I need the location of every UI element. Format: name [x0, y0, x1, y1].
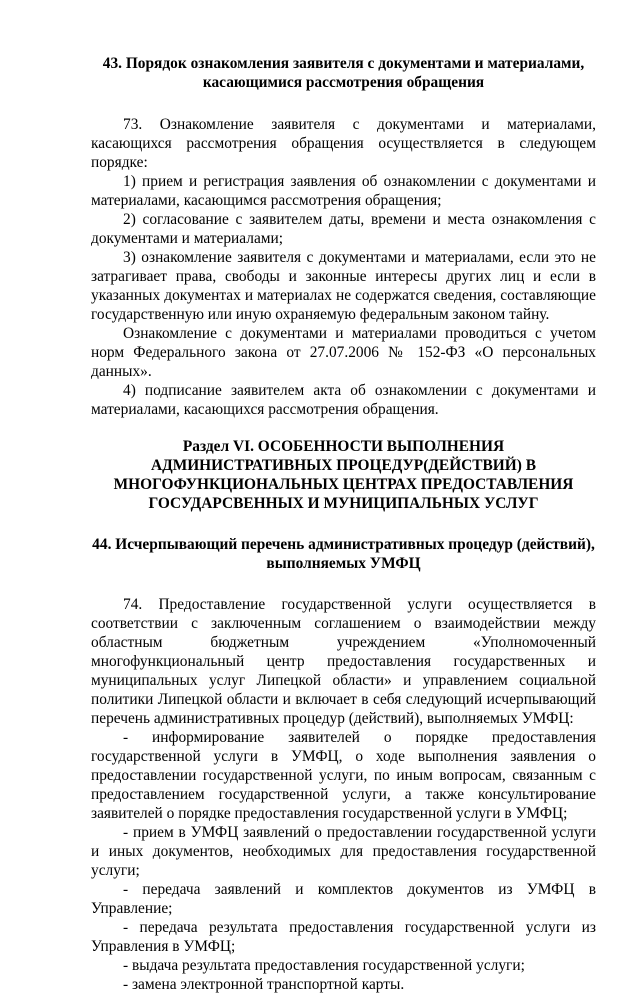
list-item-73-2: 2) согласование с заявителем даты, времени и места ознакомления с документами и материалами;: [91, 211, 596, 247]
list-item-74-6: - замена электронной транспортной карты.: [123, 976, 405, 993]
list-item-74-2: - прием в УМФЦ заявлений о предоставлении государственной услуги и иных документов, необходимых для предоставления государственной услуги;: [91, 824, 596, 879]
section-6-heading-line: ГОСУДАРСВЕННЫХ И МУНИЦИПАЛЬНЫХ УСЛУГ: [148, 495, 539, 512]
document-page: [91, 54, 596, 994]
paragraph-74-intro: 74. Предоставление государственной услуги осуществляется в соответствии с заключенным соглашением о взаимодействии между областным бюджетным учреждением «Уполномоченный многофункциональный центр предоставления государственных и муниципальных услуг Липецкой области» и управлением социальной политики Липецкой области и включает в себя следующий исчерпывающий перечень административных процедур (действий), выполняемых УМФЦ:: [91, 596, 596, 727]
section-6-heading: [91, 437, 596, 513]
list-item-74-3: - передача заявлений и комплектов документов из УМФЦ в Управление;: [91, 881, 596, 917]
list-item-73-3: 3) ознакомление заявителя с документами и материалами, если это не затрагивает права, свободы и законные интересы других лиц и если в указанных документах и материалах не содержатся сведения, составляющие государственную или иную охраняемую федеральным законом тайну.: [91, 249, 596, 323]
section-6-heading-line: Раздел VI. ОСОБЕННОСТИ ВЫПОЛНЕНИЯ: [182, 438, 505, 455]
list-item-74-5: - выдача результата предоставления государственной услуги;: [123, 957, 525, 974]
list-item-74-4: - передача результата предоставления государственной услуги из Управления в УМФЦ;: [91, 919, 596, 955]
section-43-heading: 43. Порядок ознакомления заявителя с документами и материалами, касающимися рассмотрения обращения: [102, 55, 585, 91]
paragraph-73-note: Ознакомление с документами и материалами проводиться с учетом норм Федерального закона от 27.07.2006 № 152-ФЗ «О персональных данных».: [91, 325, 596, 380]
section-6-heading-line: МНОГОФУНКЦИОНАЛЬНЫХ ЦЕНТРАХ ПРЕДОСТАВЛЕНИЯ: [113, 476, 574, 493]
list-item-73-1: 1) прием и регистрация заявления об ознакомлении с документами и материалами, касающимся рассмотрения обращения;: [91, 173, 596, 209]
list-item-74-1: - информирование заявителей о порядке предоставления государственной услуги в УМФЦ, о ходе выполнения заявления о предоставлении государственной услуги, по иным вопросам, связанным с предоставлением государственной услуги, а также консультирование заявителей о порядке предоставления государственной услуги в УМФЦ;: [91, 729, 596, 822]
section-44-heading: 44. Исчерпывающий перечень административных процедур (действий), выполняемых УМФЦ: [92, 536, 595, 572]
list-item-73-4: 4) подписание заявителем акта об ознакомлении с документами и материалами, касающихся рассмотрения обращения.: [91, 382, 596, 418]
section-6-heading-line: АДМИНИСТРАТИВНЫХ ПРОЦЕДУР(ДЕЙСТВИЙ) В: [150, 457, 536, 474]
paragraph-73-intro: 73. Ознакомление заявителя с документами и материалами, касающихся рассмотрения обращения осуществляется в следующем порядке:: [91, 116, 596, 171]
